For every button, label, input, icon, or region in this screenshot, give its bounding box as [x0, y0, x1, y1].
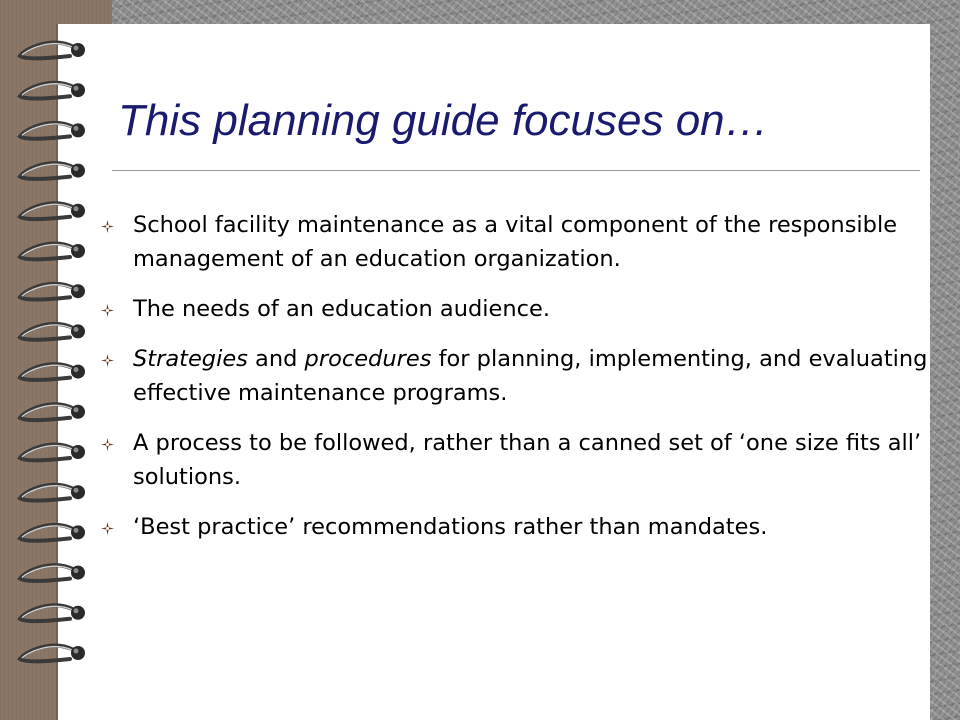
- binder-ring: [20, 525, 85, 541]
- binder-ring: [20, 364, 85, 380]
- bullet-item: [100, 510, 930, 544]
- binder-ring: [20, 324, 85, 340]
- slide-title: This planning guide focuses on…: [118, 96, 769, 145]
- binder-ring: [20, 163, 85, 179]
- fleur-diamond-icon: [101, 438, 114, 451]
- bullet-emphasis: procedures: [304, 346, 432, 372]
- binder-ring: [20, 565, 85, 581]
- binder-ring: [20, 244, 85, 260]
- fleur-diamond-icon: [101, 522, 114, 535]
- binder-ring: [20, 646, 85, 662]
- bullet-text: School facility maintenance as a vital component of the responsible management of an education organization.: [133, 212, 898, 272]
- bullet-list: [100, 208, 930, 560]
- spiral-binding: [12, 30, 102, 690]
- bullet-text-part: for planning, implementing, and evaluating effective maintenance programs.: [133, 346, 928, 406]
- bullet-text: [133, 346, 927, 406]
- bullet-item: [100, 208, 930, 276]
- fleur-diamond-icon: [101, 354, 114, 367]
- binder-ring: [20, 605, 85, 621]
- bullet-text: ‘Best practice’ recommendations rather than mandates.: [133, 514, 768, 540]
- binder-ring: [20, 203, 85, 219]
- bullet-item: [100, 426, 930, 494]
- binder-ring: [20, 284, 85, 300]
- binder-ring: [20, 404, 85, 420]
- bullet-item: [100, 342, 930, 410]
- bullet-emphasis: Strategies: [133, 346, 248, 372]
- fleur-diamond-icon: [101, 220, 114, 233]
- binder-ring: [20, 445, 85, 461]
- bullet-text-part: and: [247, 346, 305, 372]
- binder-ring: [20, 485, 85, 501]
- binder-ring: [20, 43, 85, 59]
- bullet-item: [100, 292, 930, 326]
- bullet-text: The needs of an education audience.: [133, 296, 550, 322]
- fleur-diamond-icon: [101, 304, 114, 317]
- binder-ring: [20, 83, 85, 99]
- binder-ring: [20, 123, 85, 139]
- title-divider: [112, 170, 920, 171]
- bullet-text: A process to be followed, rather than a canned set of ‘one size fits all’ solutions.: [133, 430, 922, 490]
